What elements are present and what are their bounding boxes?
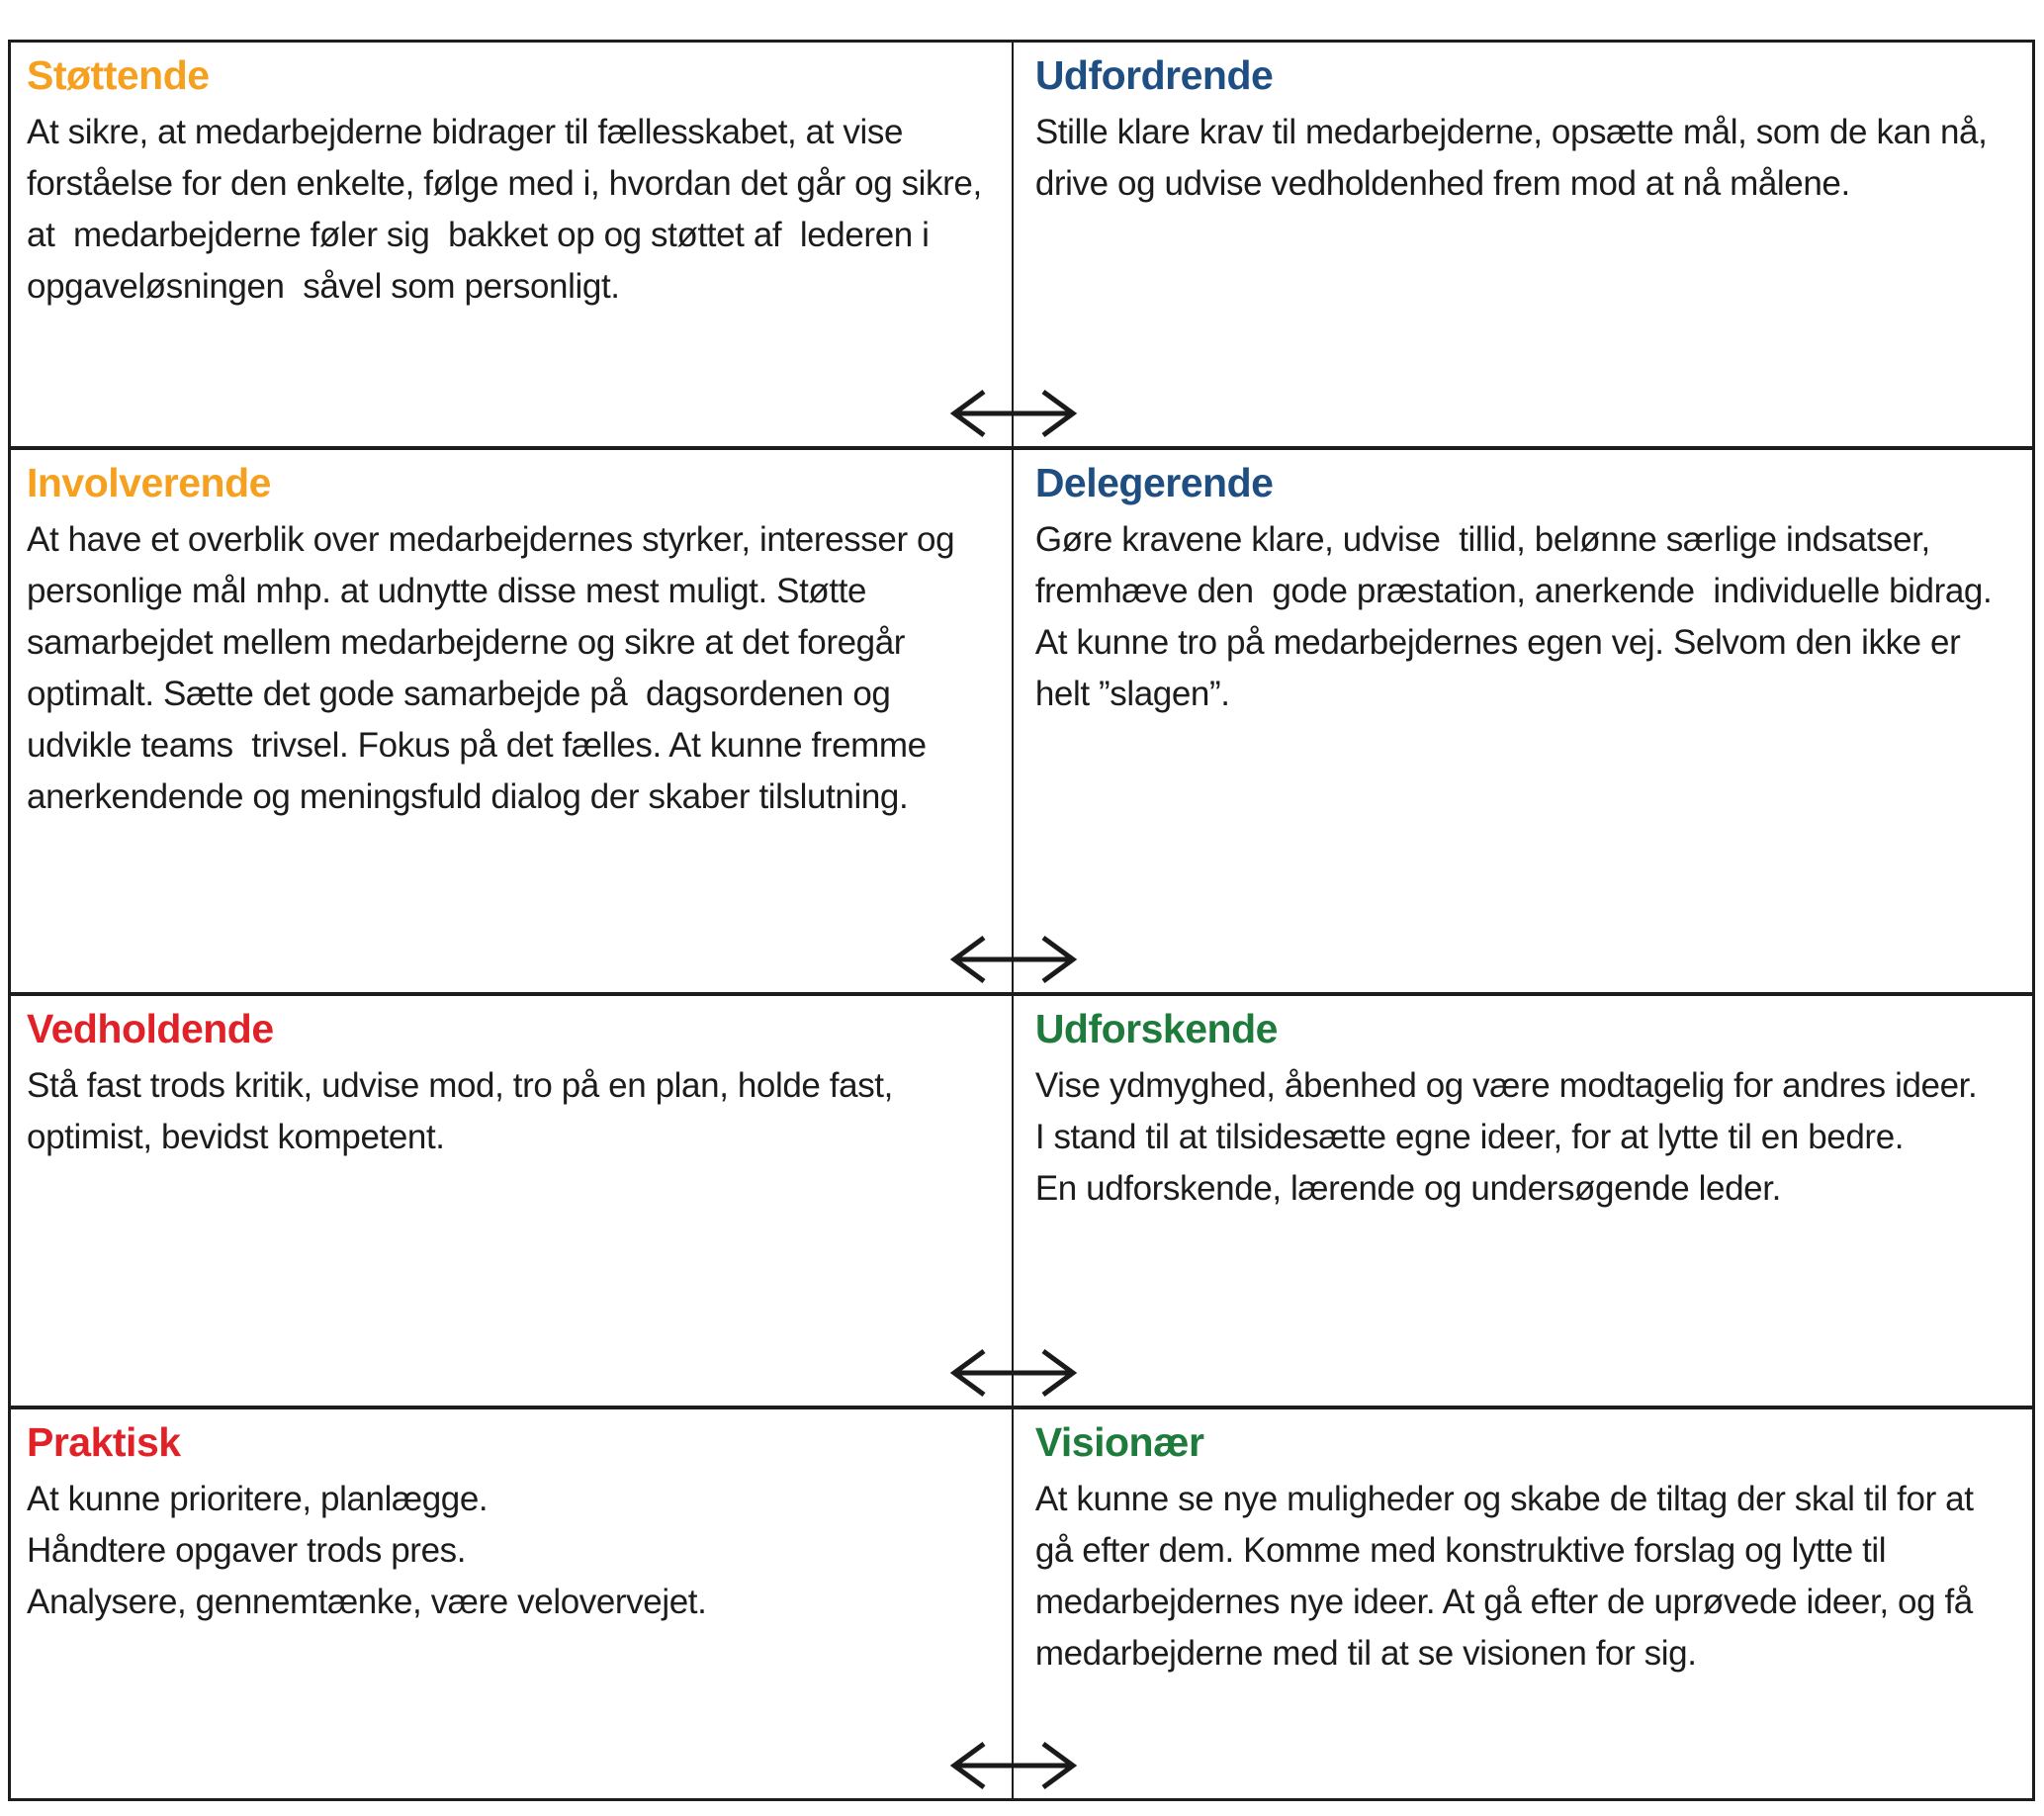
cell-delegerende [1014,450,2032,992]
cell-body [1035,1474,2012,1680]
cell-visionaer [1014,1409,2032,1798]
paragraph: At sikre, at medarbejderne bidrager til fællesskabet, at vise forståelse for den enkelte, følge med i, hvordan det går og sikre, at medarbejderne føler sig bakket op og støttet af lederen i opgaveløsningen såvel som personligt. [27,113,992,307]
cell-body [1035,514,2012,720]
paragraph: Stille klare krav til medarbejderne, opsætte mål, som de kan nå, drive og udvise vedholdenhed frem mod at nå målene. [1034,113,1997,204]
paragraph: At kunne prioritere, planlægge. [27,1480,489,1519]
cell-title-visionaer: Visionær [1034,1419,1204,1465]
cell-title-udfordrende: Udfordrende [1034,52,1274,98]
cell-body [27,1474,992,1628]
paragraph: At have et overblik over medarbejdernes styrker, interesser og personlige mål mhp. at udnytte disse mest muligt. Støtte samarbejdet mellem medarbejderne og sikre at det foregår optimalt. Sætte det gode samarbejde på dagsordenen og udvikle teams trivsel. Fokus på det fælles. At kunne fremme anerkendende og meningsfuld dialog der skaber tilslutning. [27,520,964,817]
paragraph: Stå fast trods kritik, udvise mod, tro på en plan, holde fast, optimist, bevidst kompetent. [27,1066,903,1157]
paragraph: Analysere, gennemtænke, være velovervejet. [27,1583,707,1622]
cell-title-involverende: Involverende [27,460,271,505]
cell-title-delegerende: Delegerende [1034,460,1274,505]
cell-body [27,514,992,823]
cell-involverende [11,450,1014,992]
cell-stoettende [11,43,1014,446]
paragraph: I stand til at tilsidesætte egne ideer, for at lytte til en bedre. [1034,1118,1905,1157]
cell-body [1035,1060,2012,1215]
cell-vedholdende [11,996,1014,1406]
leadership-styles-table [8,40,2035,1801]
paragraph: Gøre kravene klare, udvise tillid, belønne særlige indsatser, fremhæve den gode præstation, anerkende individuelle bidrag. [1034,520,1993,611]
paragraph: Håndtere opgaver trods pres. [27,1531,467,1571]
cell-body [27,107,992,313]
cell-title-vedholdende: Vedholdende [27,1006,274,1051]
paragraph: En udforskende, lærende og undersøgende leder. [1034,1169,1781,1209]
cell-body [27,1060,992,1163]
cell-title-udforskende: Udforskende [1034,1006,1278,1051]
paragraph: Vise ydmyghed, åbenhed og være modtagelig for andres ideer. [1034,1066,1978,1106]
cell-body [1035,107,2012,210]
cell-udfordrende [1014,43,2032,446]
table-row [11,1409,2032,1798]
paragraph: At kunne tro på medarbejdernes egen vej. Selvom den ikke er helt ”slagen”. [1034,623,1970,714]
table-row [11,43,2032,450]
cell-title-praktisk: Praktisk [27,1419,181,1465]
paragraph: At kunne se nye muligheder og skabe de tiltag der skal til for at gå efter dem. Komme med konstruktive forslag og lytte til medarbejdernes nye ideer. At gå efter de uprøvede ideer, og få medarbejderne med til at se visionen for sig. [1034,1480,1983,1674]
cell-praktisk [11,1409,1014,1798]
table-row [11,450,2032,996]
cell-udforskende [1014,996,2032,1406]
table-row [11,996,2032,1409]
cell-title-stoettende: Støttende [27,52,210,98]
